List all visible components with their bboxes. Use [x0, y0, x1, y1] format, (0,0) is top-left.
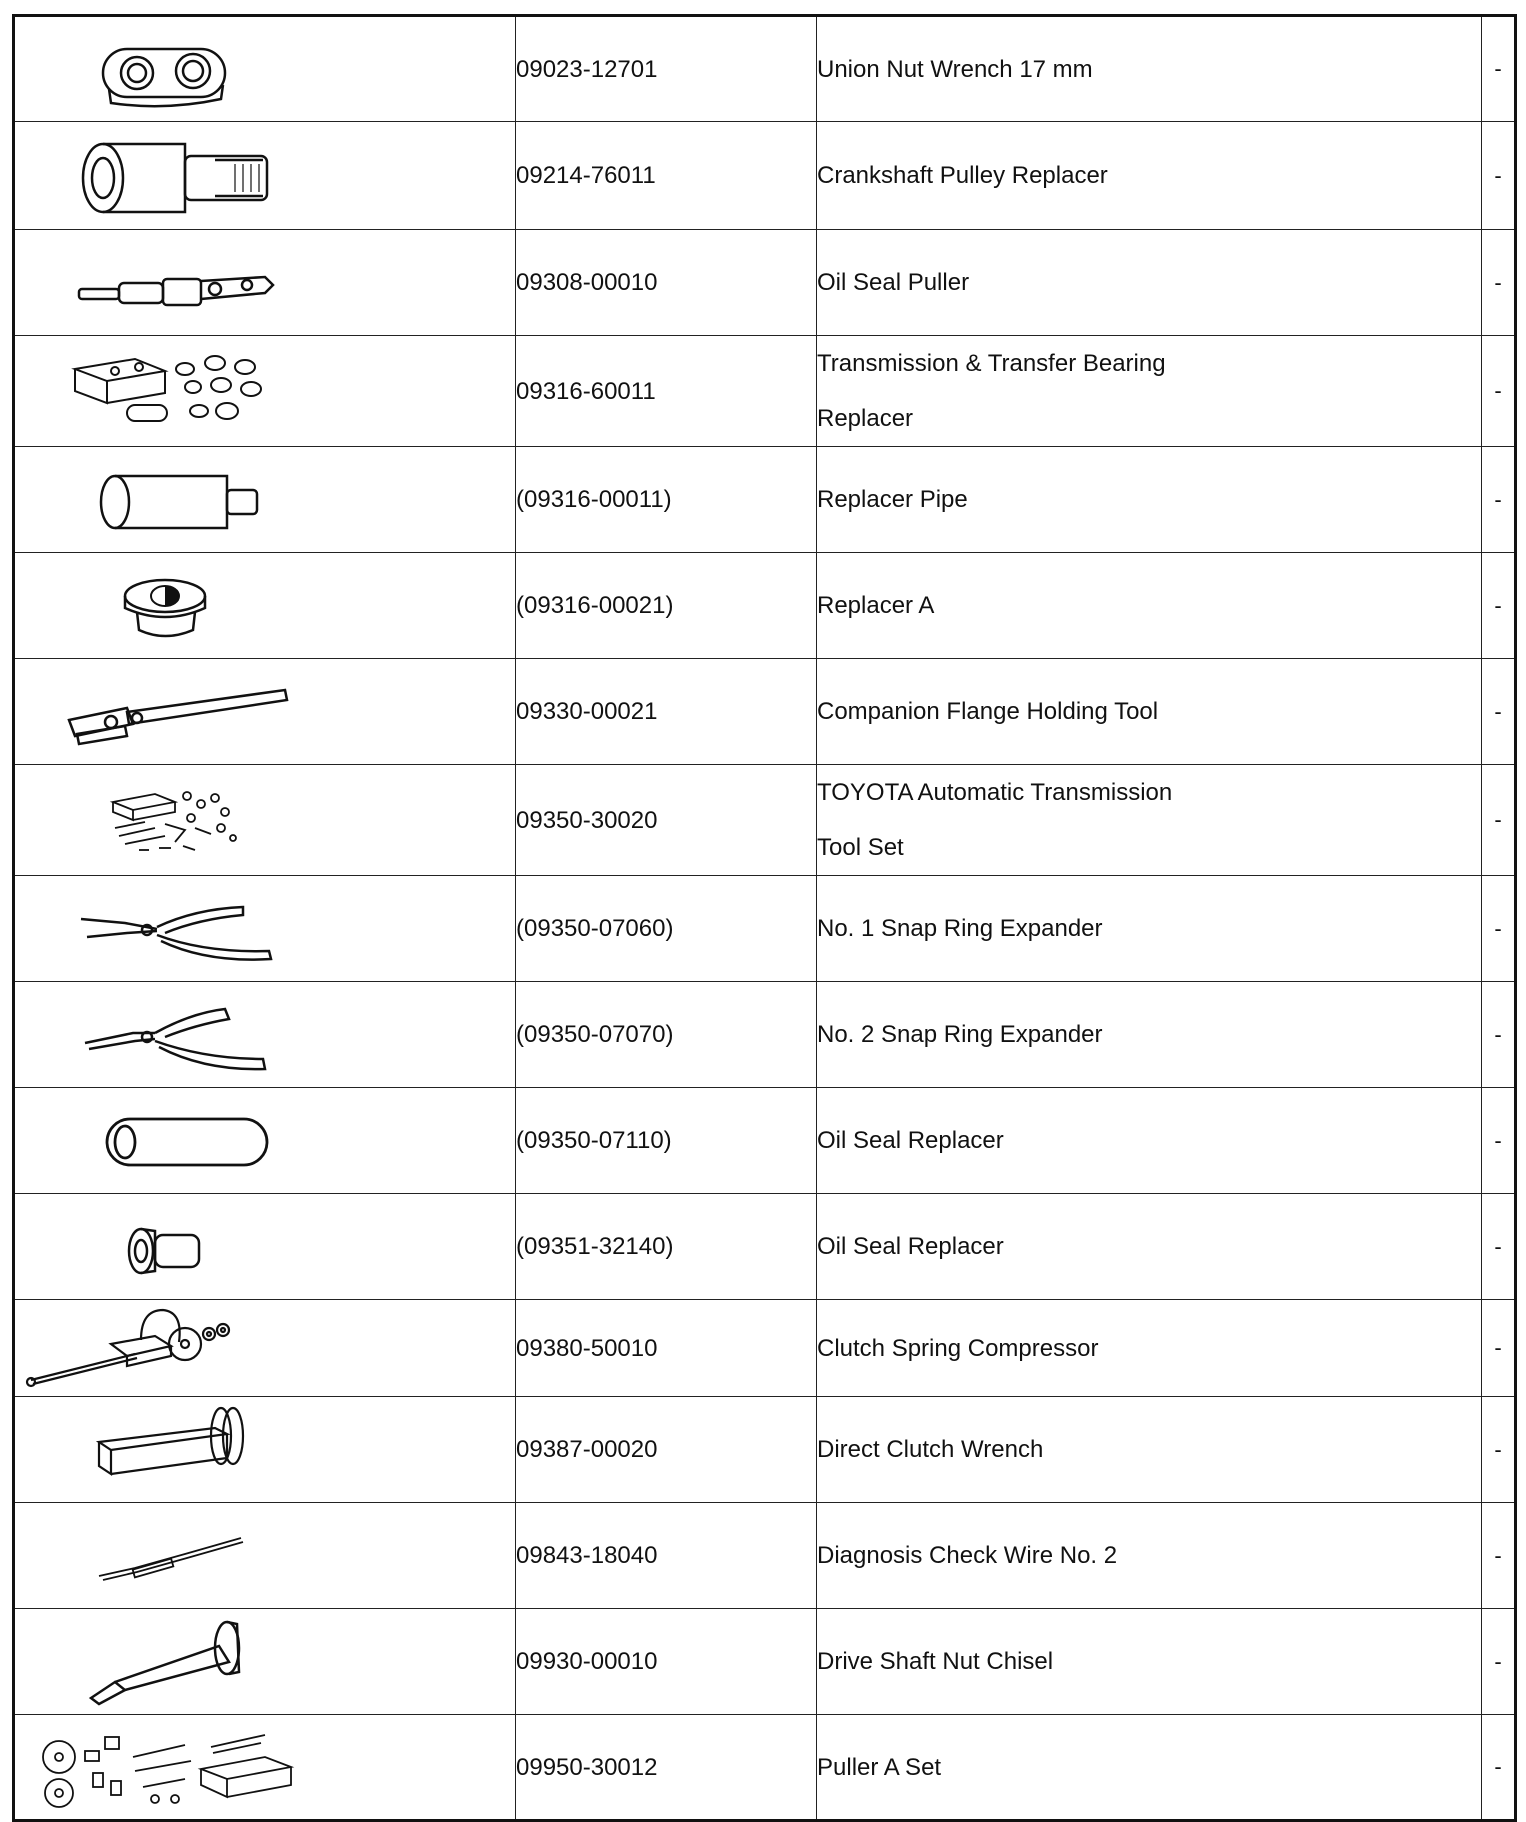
part-number: (09351-32140) [516, 1194, 817, 1300]
table-row [14, 765, 1516, 876]
table-row [14, 1300, 1516, 1397]
tool-name: Clutch Spring Compressor [817, 1300, 1482, 1397]
part-number: (09316-00021) [516, 553, 817, 659]
direct-clutch-wrench-icon [15, 1400, 515, 1500]
tool-name-line-2: Replacer [817, 405, 914, 432]
replacer-pipe-icon [15, 450, 515, 550]
part-number: (09316-00011) [516, 447, 817, 553]
drive-shaft-nut-chisel-icon [15, 1612, 515, 1712]
tool-image-cell [14, 336, 516, 447]
table-row [14, 122, 1516, 230]
table-row [14, 1194, 1516, 1300]
remark: - [1482, 765, 1516, 876]
tool-name: Replacer Pipe [817, 447, 1482, 553]
tool-name-line-1: Transmission & Transfer Bearing [817, 350, 1166, 377]
union-nut-wrench-icon [15, 19, 515, 119]
clutch-spring-compressor-icon [15, 1300, 515, 1396]
table-row [14, 982, 1516, 1088]
table-row [14, 659, 1516, 765]
part-number: 09023-12701 [516, 16, 817, 122]
tool-image-cell [14, 765, 516, 876]
remark: - [1482, 16, 1516, 122]
tool-name-line-1: TOYOTA Automatic Transmission [817, 779, 1173, 806]
part-number: 09308-00010 [516, 230, 817, 336]
tool-name: Oil Seal Puller [817, 230, 1482, 336]
remark: - [1482, 122, 1516, 230]
remark: - [1482, 1609, 1516, 1715]
oil-seal-puller-icon [15, 233, 515, 333]
table-row [14, 447, 1516, 553]
part-number: (09350-07070) [516, 982, 817, 1088]
tool-image-cell [14, 1088, 516, 1194]
part-number: 09330-00021 [516, 659, 817, 765]
remark: - [1482, 336, 1516, 447]
remark: - [1482, 876, 1516, 982]
tool-image-cell [14, 447, 516, 553]
tool-image-cell [14, 876, 516, 982]
crankshaft-pulley-replacer-icon [15, 126, 515, 226]
at-tool-set-icon [15, 770, 515, 870]
tool-name: Crankshaft Pulley Replacer [817, 122, 1482, 230]
tool-name: Diagnosis Check Wire No. 2 [817, 1503, 1482, 1609]
part-number: (09350-07060) [516, 876, 817, 982]
remark: - [1482, 447, 1516, 553]
table-row [14, 16, 1516, 122]
tool-image-cell [14, 1300, 516, 1397]
remark: - [1482, 1300, 1516, 1397]
tool-image-cell [14, 659, 516, 765]
tool-name: Union Nut Wrench 17 mm [817, 16, 1482, 122]
tool-image-cell [14, 1715, 516, 1821]
table-row [14, 876, 1516, 982]
table-row [14, 336, 1516, 447]
tool-image-cell [14, 1503, 516, 1609]
tool-image-cell [14, 982, 516, 1088]
part-number: 09380-50010 [516, 1300, 817, 1397]
remark: - [1482, 1194, 1516, 1300]
part-number: 09214-76011 [516, 122, 817, 230]
tool-image-cell [14, 1397, 516, 1503]
tool-name-line-2: Tool Set [817, 834, 904, 861]
tools-table-body [14, 16, 1516, 1821]
replacer-a-icon [15, 556, 515, 656]
tool-image-cell [14, 230, 516, 336]
oil-seal-replacer-tube-icon [15, 1091, 515, 1191]
part-number: 09843-18040 [516, 1503, 817, 1609]
tool-name: Puller A Set [817, 1715, 1482, 1821]
remark: - [1482, 1503, 1516, 1609]
tool-name: No. 2 Snap Ring Expander [817, 982, 1482, 1088]
tool-name: Oil Seal Replacer [817, 1194, 1482, 1300]
remark: - [1482, 1397, 1516, 1503]
flange-holding-tool-icon [15, 662, 515, 762]
snap-ring-expander-2-icon [15, 985, 515, 1085]
special-tools-table [12, 14, 1517, 1822]
remark: - [1482, 1715, 1516, 1821]
table-row [14, 1715, 1516, 1821]
tool-name [817, 336, 1482, 447]
table-row [14, 1088, 1516, 1194]
part-number: 09316-60011 [516, 336, 817, 447]
tool-name: Replacer A [817, 553, 1482, 659]
remark: - [1482, 553, 1516, 659]
tool-name: No. 1 Snap Ring Expander [817, 876, 1482, 982]
tool-name: Direct Clutch Wrench [817, 1397, 1482, 1503]
part-number: 09950-30012 [516, 1715, 817, 1821]
tool-name: Oil Seal Replacer [817, 1088, 1482, 1194]
part-number: 09930-00010 [516, 1609, 817, 1715]
part-number: 09350-30020 [516, 765, 817, 876]
tool-image-cell [14, 553, 516, 659]
snap-ring-expander-1-icon [15, 879, 515, 979]
tool-image-cell [14, 1194, 516, 1300]
table-row [14, 553, 1516, 659]
part-number: 09387-00020 [516, 1397, 817, 1503]
remark: - [1482, 1088, 1516, 1194]
remark: - [1482, 230, 1516, 336]
table-row [14, 230, 1516, 336]
remark: - [1482, 659, 1516, 765]
oil-seal-replacer-small-icon [15, 1197, 515, 1297]
remark: - [1482, 982, 1516, 1088]
diagnosis-check-wire-icon [15, 1506, 515, 1606]
tool-image-cell [14, 1609, 516, 1715]
tool-name [817, 765, 1482, 876]
table-row [14, 1397, 1516, 1503]
tool-name: Companion Flange Holding Tool [817, 659, 1482, 765]
tool-image-cell [14, 122, 516, 230]
bearing-replacer-set-icon [15, 341, 515, 441]
tool-name: Drive Shaft Nut Chisel [817, 1609, 1482, 1715]
table-row [14, 1503, 1516, 1609]
puller-a-set-icon [15, 1717, 515, 1817]
tool-image-cell [14, 16, 516, 122]
table-row [14, 1609, 1516, 1715]
part-number: (09350-07110) [516, 1088, 817, 1194]
